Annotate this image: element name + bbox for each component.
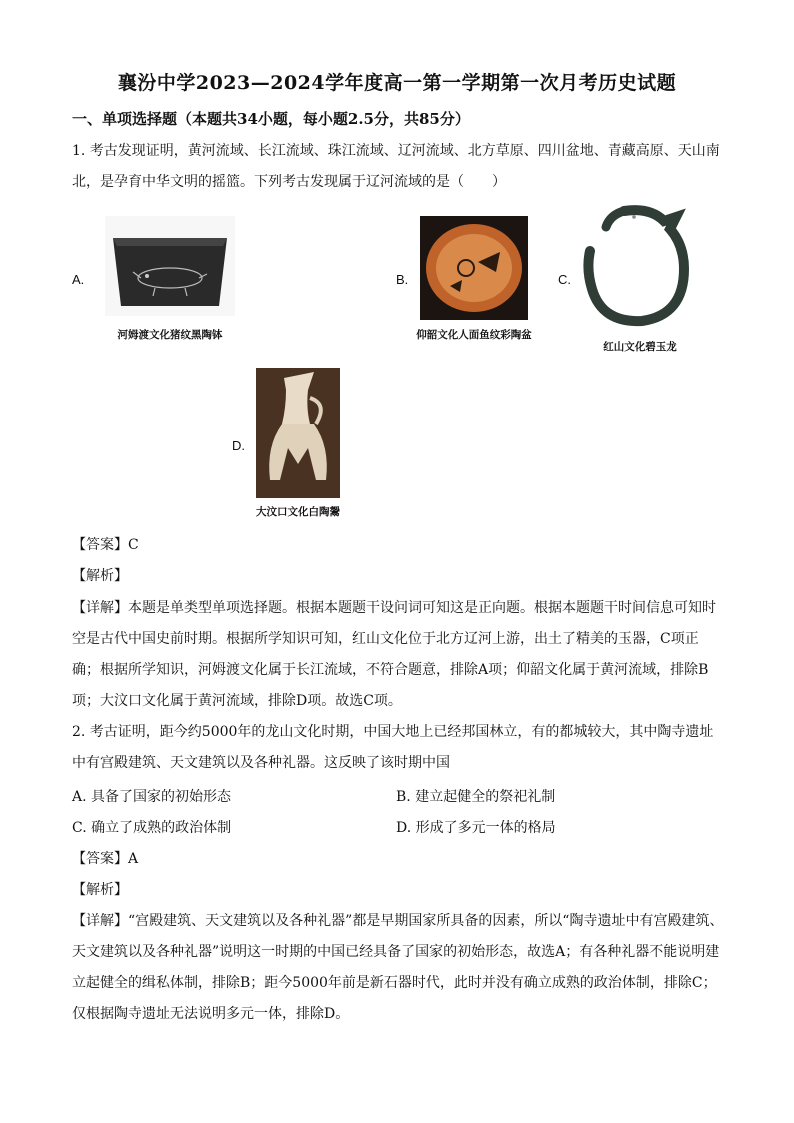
q1-option-c-letter: C. <box>558 272 571 287</box>
jade-dragon-image <box>580 205 700 331</box>
q1-option-d-letter: D. <box>232 438 245 453</box>
page-title: 襄汾中学2023—2024学年度高一第一学期第一次月考历史试题 <box>117 72 677 94</box>
q1-stem: 1. 考古发现证明，黄河流域、长江流域、珠江流域、辽河流域、北方草原、四川盆地、青藏高原、天山南北，是孕育中华文明的摇篮。下列考古发现属于辽河流域的是（ ） <box>72 143 720 190</box>
pig-pattern-black-pottery-image <box>105 216 235 316</box>
q2-choice-d: D. 形成了多元一体的格局 <box>396 820 556 836</box>
section-heading: 一、单项选择题（本题共34小题，每小题2.5分，共85分） <box>72 110 470 128</box>
q1-analysis-label: 【解析】 <box>72 568 128 584</box>
white-pottery-gui-image <box>256 368 340 498</box>
q1-option-c-caption: 红山文化碧玉龙 <box>603 341 677 353</box>
q2-analysis-label: 【解析】 <box>72 882 128 898</box>
q1-option-d-caption: 大汶口文化白陶鬶 <box>256 506 340 518</box>
q1-option-a-letter: A. <box>72 272 85 287</box>
q2-choice-c: C. 确立了成熟的政治体制 <box>72 820 232 836</box>
q1-answer: 【答案】C <box>72 537 139 553</box>
q2-choice-a: A. 具备了国家的初始形态 <box>72 789 232 805</box>
q1-option-b-caption: 仰韶文化人面鱼纹彩陶盆 <box>416 329 532 341</box>
q1-detail: 【详解】本题是单类型单项选择题。根据本题题干设问词可知这是正向题。根据本题题干时间信息可知时空是古代中国史前时期。根据所学知识可知，红山文化位于北方辽河上游，出土了精美的玉器，C项正确；根据所学知识，河姆渡文化属于长江流域，不符合题意，排除A项；仰韶文化属于黄河流域，排除B项；大汶口文化属于黄河流域，排除D项。故选C项。 <box>72 600 716 709</box>
q2-answer: 【答案】A <box>72 851 139 867</box>
q1-option-a-caption: 河姆渡文化猪纹黑陶钵 <box>117 329 223 341</box>
q2-detail: 【详解】“宫殿建筑、天文建筑以及各种礼器”都是早期国家所具备的因素，所以“陶寺遗址中有宫殿建筑、天文建筑以及各种礼器”说明这一时期的中国已经具备了国家的初始形态，故选A；有各种礼器不能说明建立起健全的缉私体制，排除B；距今5000年前是新石器时代，此时并没有确立成熟的政治体制，排除C；仅根据陶寺遗址无法说明多元一体，排除D。 <box>72 913 724 1022</box>
q2-choice-b: B. 建立起健全的祭祀礼制 <box>396 789 556 805</box>
painted-pottery-basin-image <box>420 216 528 320</box>
q2-stem: 2. 考古证明，距今约5000年的龙山文化时期，中国大地上已经邦国林立，有的都城较大，其中陶寺遗址中有宫殿建筑、天文建筑以及各种礼器。这反映了该时期中国 <box>72 724 714 771</box>
q1-option-b-letter: B. <box>396 272 409 287</box>
